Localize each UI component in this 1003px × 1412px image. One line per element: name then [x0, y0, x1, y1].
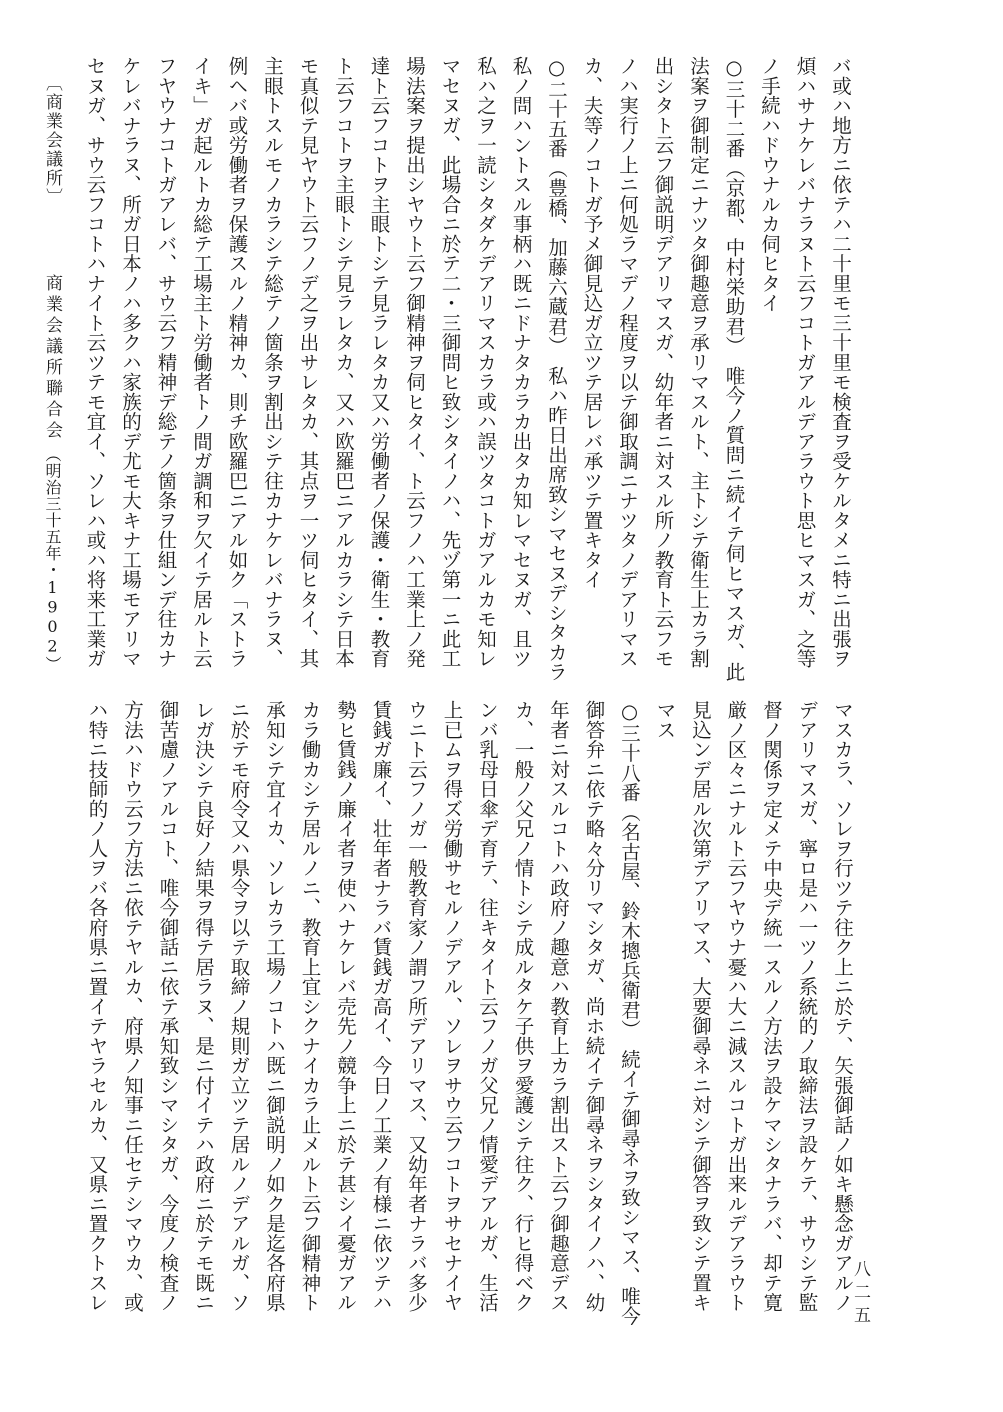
text-column: ノハ実行ノ上ニ何処ラマデノ程度ヲ以テ御取調ニナツタノデアリマス: [616, 56, 639, 669]
text-column: 方法ハドウ云フ方法ニ依テヤルカ、府県ノ知事ニ任セテシマウカ、或: [121, 700, 144, 1313]
text-column: 出シタト云フ御説明デアリマスガ、幼年者ニ対スル所ノ教育ト云フモ: [651, 56, 675, 669]
text-column: ○三十八番（名古屋、鈴木摠兵衛君） 続イテ御尋ネヲ致シマス、唯今: [618, 700, 641, 1326]
text-column: ニ於テモ府令又ハ県令ヲ以テ取締ノ規則ガ立ツテ居ルノデアルガ、ソ: [227, 700, 251, 1313]
text-column: マスカラ、ソレヲ行ツテ往ク上ニ於テ、矢張御話ノ如キ懸念ガアルノ: [831, 700, 854, 1313]
text-column: ハ特ニ技師的ノ人ヲバ各府県ニ置イテヤラセルカ、又県ニ置クトスレ: [85, 700, 109, 1313]
text-column: ンバ乳母日傘デ育テ、往キタイト云フノガ父兄ノ情愛デアルガ、生活: [476, 700, 499, 1313]
text-column: 勢ヒ賃銭ノ廉イ者ヲ使ハナケレバ売先ノ競争上ニ於テ甚シイ憂ガアル: [334, 700, 357, 1313]
text-column: 承知シテ宜イカ、ソレカラ工場ノコトハ既ニ御説明ノ如ク是迄各府県: [263, 700, 286, 1313]
organization-title: 商業会議所聯合会: [42, 274, 62, 442]
text-column: ウニト云フノガ一般教育家ノ謂フ所デアリマス、又幼年者ナラバ多少: [405, 700, 428, 1313]
text-column: 上已ムヲ得ズ労働サセルノデアル、ソレヲサウ云フコトヲサセナイヤ: [440, 700, 464, 1313]
text-column: ○二十五番（豊橋、加藤六蔵君） 私ハ昨日出席致シマセヌデシタカラ: [545, 56, 568, 682]
text-column: イキ」ガ起ルトカ総テ工場主ト労働者トノ間ガ調和ヲ欠イテ居ルト云: [190, 56, 213, 669]
text-column: 見込ンデ居ル次第デアリマス、大要御尋ネニ対シテ御答ヲ致シテ置キ: [689, 700, 712, 1313]
text-column: 御答弁ニ依テ略々分リマシタガ、尚ホ続イテ御尋ネヲシタイノハ、幼: [582, 700, 606, 1313]
text-column: カ、一般ノ父兄ノ情トシテ成ルタケ子供ヲ愛護シテ往ク、行ヒ得ベク: [511, 700, 535, 1313]
text-column: カラ働カシテ居ルノニ、教育上宜シクナイカラ止メルト云フ御精神ト: [298, 700, 322, 1313]
text-column: マセヌガ、此場合ニ於テ二・三御問ヒ致シタイノハ、先ヅ第一ニ此工: [438, 56, 462, 669]
era-label: （明治三十五年・1902）: [43, 446, 62, 673]
text-column: 達ト云フコトヲ主眼トシテ見ラレタカ又ハ労働者ノ保護・衛生・教育: [367, 56, 391, 669]
text-column: 年者ニ対スルコトハ政府ノ趣意ハ教育上カラ割出スト云フ御趣意デス: [547, 700, 570, 1313]
text-column: ノ手続ハドウナルカ伺ヒタイ: [758, 56, 781, 313]
text-column: 法案ヲ御制定ニナツタ御趣意ヲ承リマスルト、主トシテ衛生上カラ割: [687, 56, 710, 669]
text-column: レガ決シテ良好ノ結果ヲ得テ居ラヌ、是ニ付イテハ政府ニ於テモ既ニ: [192, 700, 215, 1313]
text-column: 厳ノ区々ニナルト云フヤウナ憂ハ大ニ減スルコトガ出来ルデアラウト: [724, 700, 748, 1313]
text-column: 場法案ヲ提出シヤウト云フ御精神ヲ伺ヒタイ、ト云フノハ工業上ノ発: [403, 56, 426, 669]
text-column: 御苦慮ノアルコト、唯今御話ニ依テ承知致シマシタガ、今度ノ検査ノ: [156, 700, 180, 1313]
text-column: ケレバナラヌ、所ガ日本ノハ多クハ家族的デ尤モ大キナ工場モアリマ: [119, 56, 142, 669]
page-number: 八二五: [850, 1260, 870, 1329]
text-column: 私ノ問ハントスル事柄ハ既ニドナタカラカ出タカ知レマセヌガ、且ツ: [509, 56, 533, 669]
text-column: フヤウナコトガアレバ、サウ云フ精神デ総テノ箇条ヲ仕組ンデ往カナ: [154, 56, 178, 669]
source-label: 〔商業会議所〕: [42, 74, 62, 207]
text-column: バ或ハ地方ニ依テハ二十里モ三十里モ検査ヲ受ケルタメニ特ニ出張ヲ: [829, 56, 852, 669]
text-column: ト云フコトヲ主眼トシテ見ラレタカ、又ハ欧羅巴ニアルカラシテ日本: [332, 56, 355, 669]
text-column: 主眼トスルモノカラシテ総テノ箇条ヲ割出シテ往カナケレバナラヌ、: [261, 56, 284, 669]
lower-text-block: [85, 700, 860, 1330]
text-column: 煩ハサナケレバナラヌト云フコトガアルデアラウト思ヒマスガ、之等: [793, 56, 817, 669]
text-column: 督ノ関係ヲ定メテ中央デ統一スルノ方法ヲ設ケマシタナラバ、却テ寛: [760, 700, 783, 1313]
upper-text-block: [78, 56, 858, 682]
text-column: 私ハ之ヲ一読シタダケデアリマスカラ或ハ誤ツタコトガアルカモ知レ: [474, 56, 497, 669]
text-column: マス: [653, 700, 677, 740]
text-column: カ、夫等ノコトガ予メ御見込ガ立ツテ居レバ承ツテ置キタイ: [580, 56, 604, 590]
text-column: セヌガ、サウ云フコトハナイト云ツテモ宜イ、ソレハ或ハ将来工業ガ: [83, 56, 107, 669]
text-column: 賃銭ガ廉イ、壮年者ナラバ賃銭ガ高イ、今日ノ工業ノ有様ニ依ツテハ: [369, 700, 393, 1313]
text-column: ○三十二番（京都、中村栄助君） 唯今ノ質問ニ続イテ伺ヒマスガ、此: [722, 56, 746, 682]
text-column: 例ヘバ或労働者ヲ保護スルノ精神カ、則チ欧羅巴ニアル如ク「ストラ: [225, 56, 249, 669]
text-column: モ真似テ見ヤウト云フノデ之ヲ出サレタカ、其点ヲ一ツ伺ヒタイ、其: [296, 56, 320, 669]
text-column: デアリマスガ、寧ロ是ハ一ツノ系統的ノ取締法ヲ設ケテ、サウシテ監: [795, 700, 819, 1313]
